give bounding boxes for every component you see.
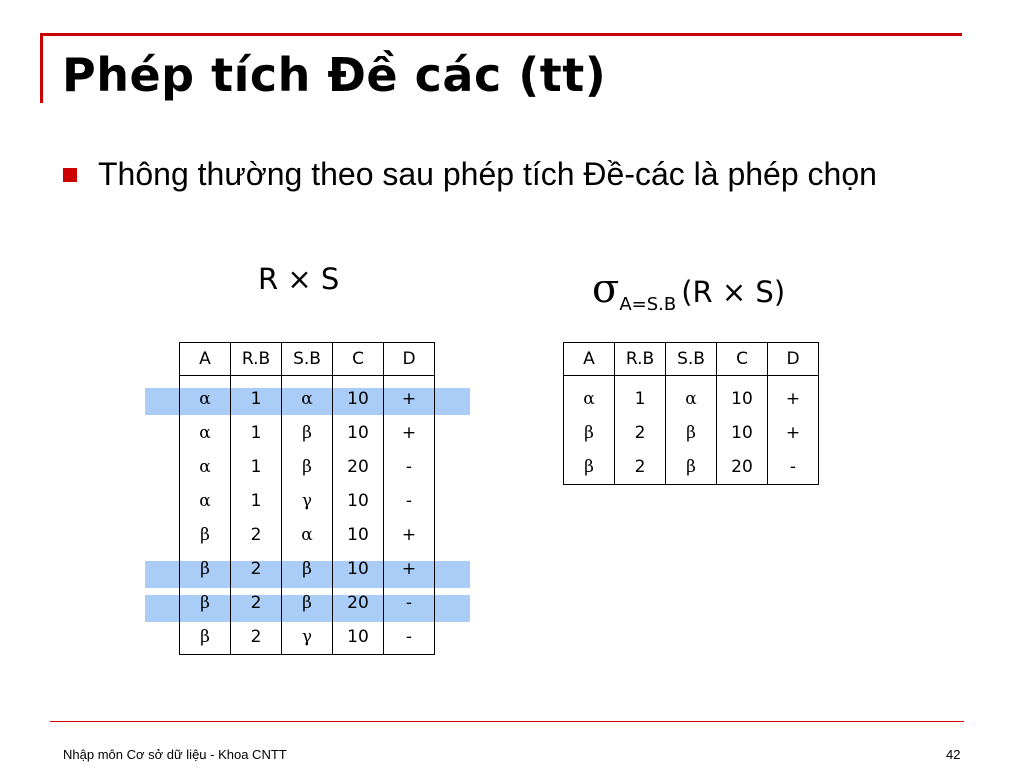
table-cell: β: [666, 450, 717, 485]
table-row: [180, 518, 435, 552]
table-cell: +: [768, 382, 819, 416]
title-accent-bar: [40, 33, 43, 103]
table-cell: α: [282, 382, 333, 416]
column-header: S.B: [666, 343, 717, 376]
column-header: R.B: [615, 343, 666, 376]
table-cell: 2: [615, 450, 666, 485]
table-cell: β: [180, 552, 231, 586]
table-cell: 20: [333, 450, 384, 484]
table-cell: +: [768, 416, 819, 450]
table-cell: 10: [333, 484, 384, 518]
table-cell: +: [384, 552, 435, 586]
column-header: A: [564, 343, 615, 376]
table-row: [180, 450, 435, 484]
table-cell: α: [180, 416, 231, 450]
table-cell: -: [384, 450, 435, 484]
table-cell: 2: [231, 620, 282, 655]
bullet-text: Thông thường theo sau phép tích Đề-các là phép chọn: [98, 156, 877, 192]
table-cell: 1: [231, 484, 282, 518]
column-header: C: [717, 343, 768, 376]
selection-expression-label: [592, 266, 786, 315]
table-cell: -: [384, 620, 435, 655]
table-cell: β: [282, 552, 333, 586]
table-cell: +: [384, 382, 435, 416]
table-cell: α: [564, 382, 615, 416]
table-cell: 1: [615, 382, 666, 416]
column-header: D: [768, 343, 819, 376]
table-cell: 2: [231, 552, 282, 586]
selection-result-table: [563, 342, 819, 485]
table-cell: 10: [333, 518, 384, 552]
table-cell: α: [666, 382, 717, 416]
table-cell: 20: [333, 586, 384, 620]
table-cell: 1: [231, 416, 282, 450]
table-cell: 20: [717, 450, 768, 485]
table-cell: 2: [231, 586, 282, 620]
table-cell: 10: [717, 416, 768, 450]
table-row: [180, 620, 435, 655]
table-cell: 10: [333, 552, 384, 586]
cartesian-product-table: [179, 342, 435, 655]
table-row: [180, 552, 435, 586]
table-cell: β: [180, 620, 231, 655]
table-cell: β: [564, 450, 615, 485]
column-header: C: [333, 343, 384, 376]
table-cell: β: [282, 416, 333, 450]
table-cell: γ: [282, 484, 333, 518]
table-row: [564, 450, 819, 485]
footer-rule: [50, 721, 964, 722]
table-cell: 10: [333, 416, 384, 450]
table-cell: γ: [282, 620, 333, 655]
selection-condition: A=S.B: [619, 294, 677, 315]
page-number: 42: [946, 747, 961, 762]
column-header: D: [384, 343, 435, 376]
table-cell: α: [180, 484, 231, 518]
table-cell: +: [384, 518, 435, 552]
table-cell: β: [282, 450, 333, 484]
table-row: [180, 382, 435, 416]
footer-course-name: Nhập môn Cơ sở dữ liệu - Khoa CNTT: [63, 747, 287, 762]
table-cell: 1: [231, 382, 282, 416]
table-header-row: [180, 343, 435, 376]
table-cell: -: [768, 450, 819, 485]
title-accent-rule: [40, 33, 962, 36]
table-row: [180, 586, 435, 620]
table-cell: 10: [333, 382, 384, 416]
table-cell: +: [384, 416, 435, 450]
table-cell: 1: [231, 450, 282, 484]
slide-title: Phép tích Đề các (tt): [62, 48, 607, 102]
table-cell: 10: [333, 620, 384, 655]
table-cell: α: [282, 518, 333, 552]
table-cell: -: [384, 484, 435, 518]
table-row: [564, 382, 819, 416]
table-row: [564, 416, 819, 450]
table-header-row: [564, 343, 819, 376]
table-cell: β: [180, 586, 231, 620]
table-row: [180, 484, 435, 518]
cartesian-product-label: R × S: [258, 262, 340, 296]
column-header: S.B: [282, 343, 333, 376]
table-cell: α: [180, 382, 231, 416]
bullet-square-icon: [63, 168, 77, 182]
table-row: [180, 416, 435, 450]
column-header: A: [180, 343, 231, 376]
table-cell: β: [666, 416, 717, 450]
column-header: R.B: [231, 343, 282, 376]
table-cell: α: [180, 450, 231, 484]
table-cell: β: [282, 586, 333, 620]
table-cell: β: [180, 518, 231, 552]
table-cell: 2: [615, 416, 666, 450]
sigma-symbol: σ: [592, 266, 620, 312]
table-cell: -: [384, 586, 435, 620]
table-cell: β: [564, 416, 615, 450]
table-cell: 10: [717, 382, 768, 416]
table-cell: 2: [231, 518, 282, 552]
selection-operand: (R × S): [681, 275, 786, 309]
